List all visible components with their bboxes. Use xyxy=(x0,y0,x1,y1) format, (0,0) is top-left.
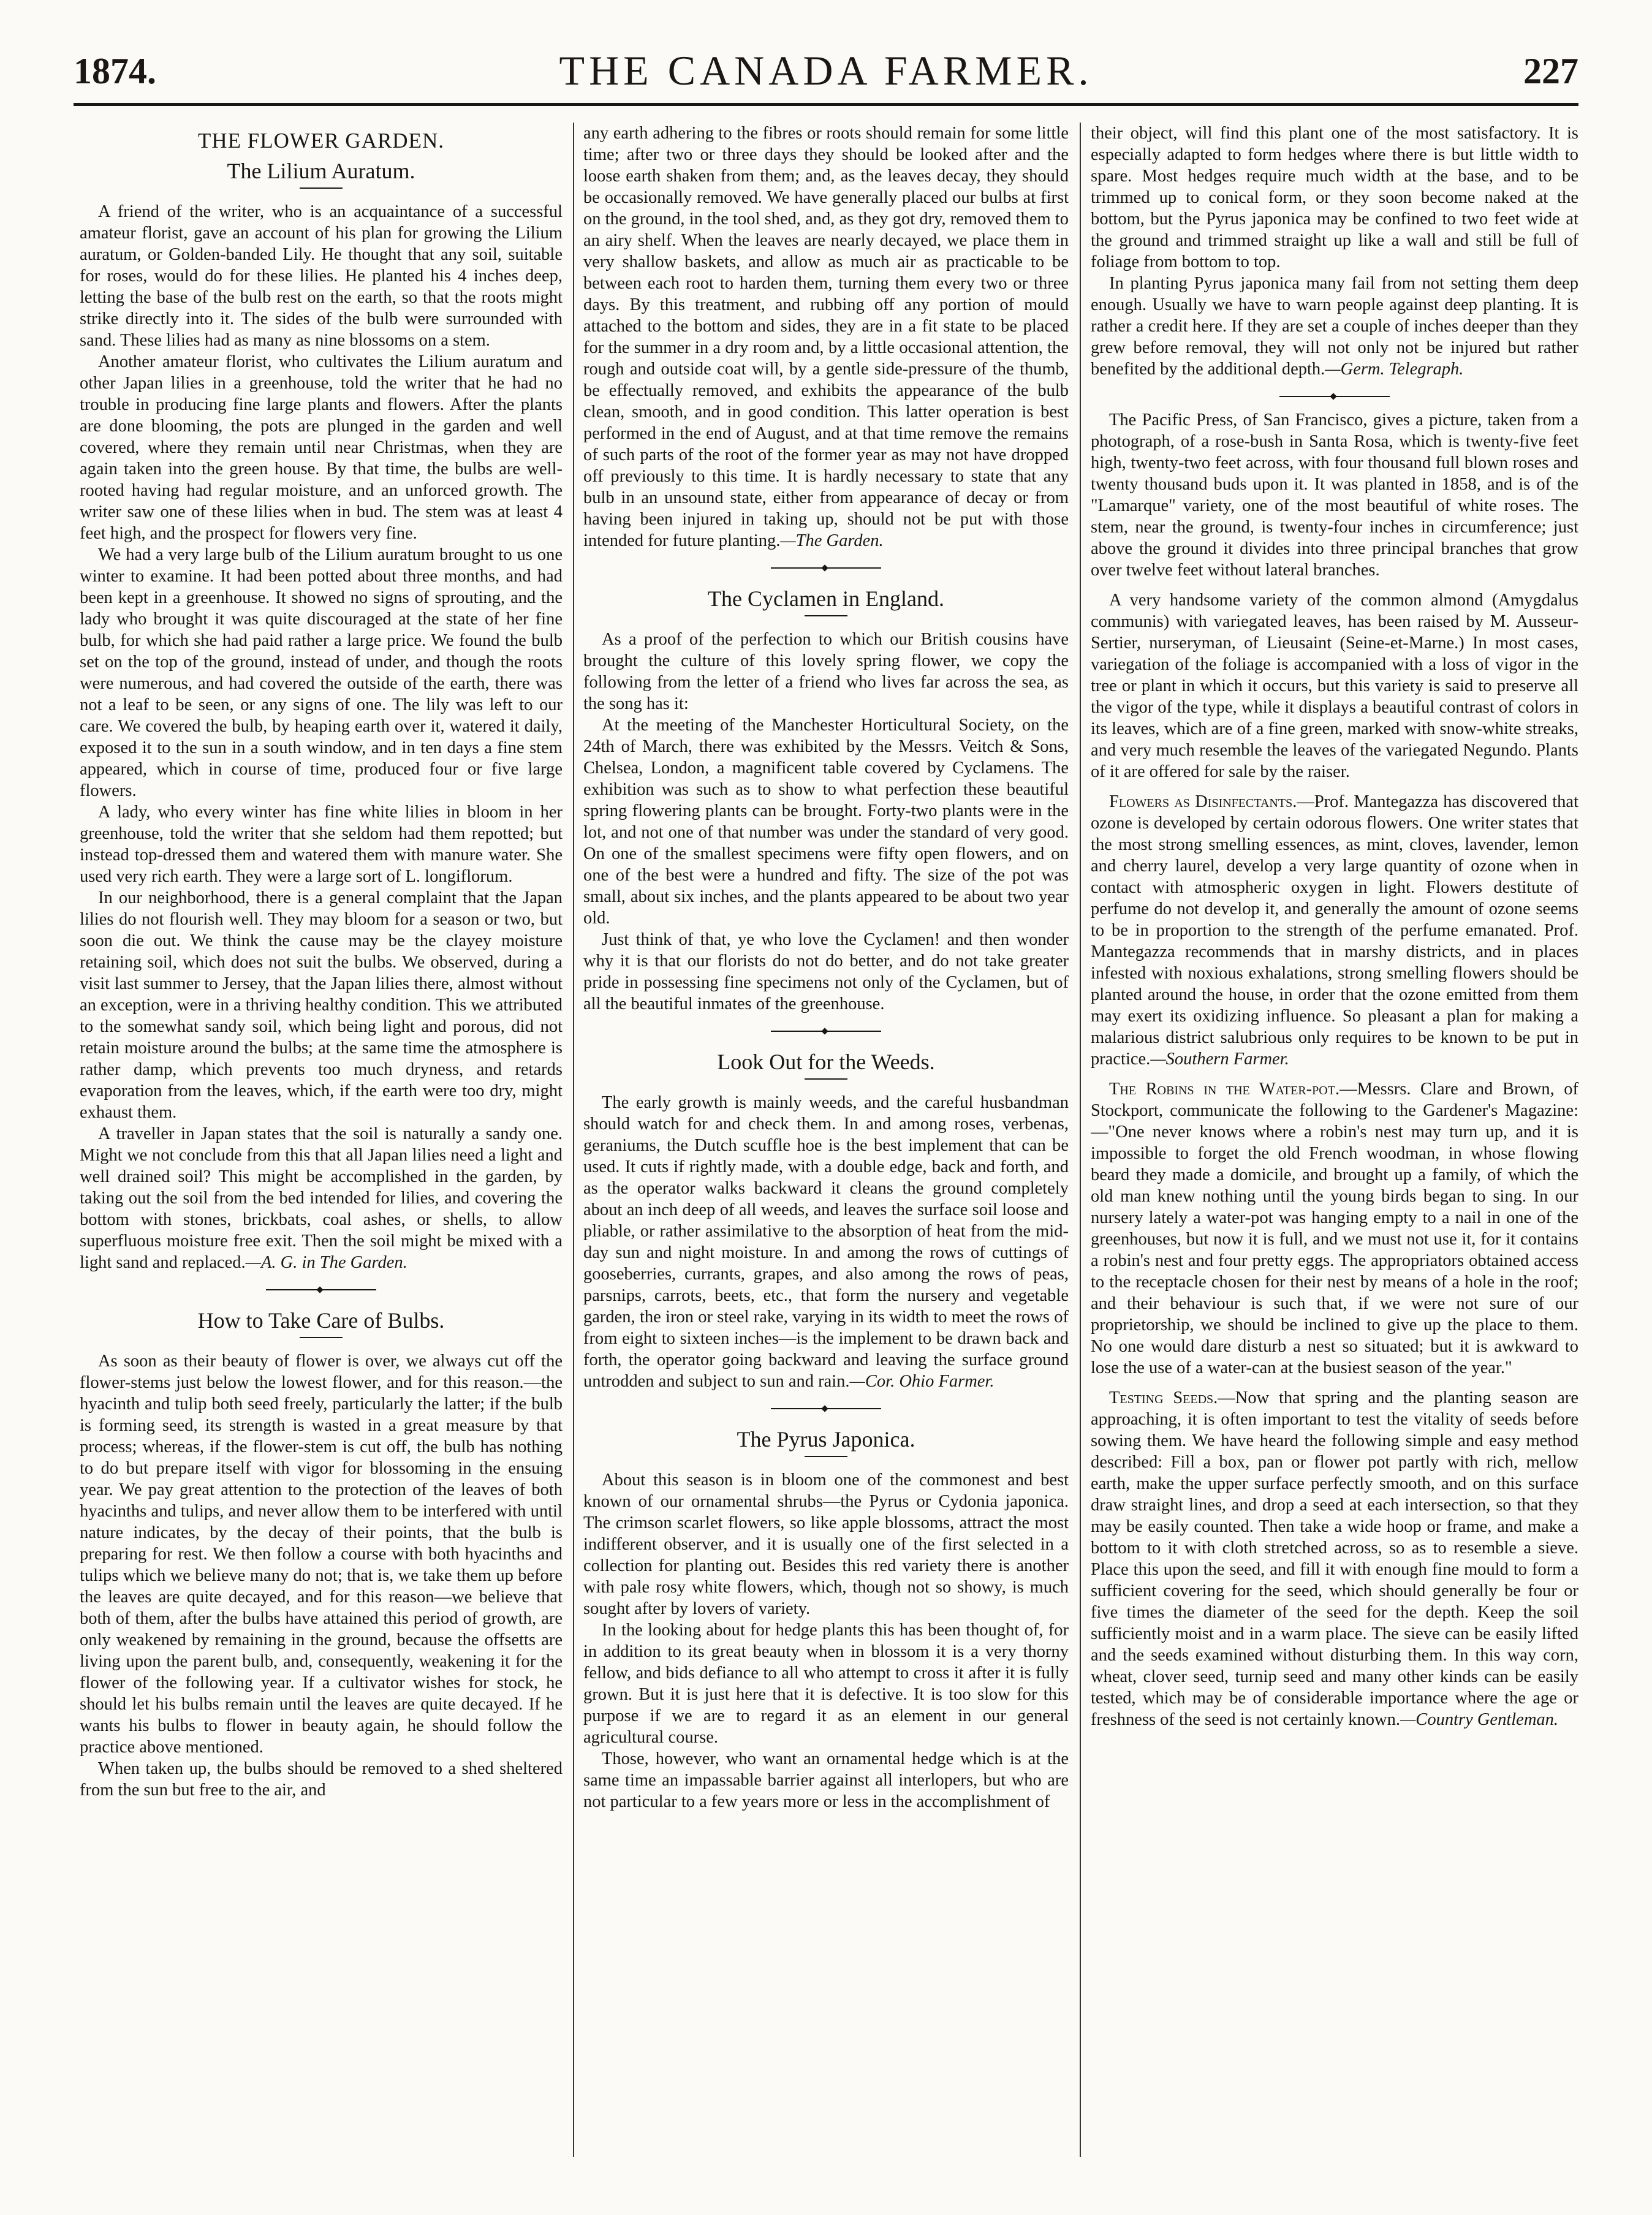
news-item-almond: A very handsome variety of the common almond (Amygdalus communis) with variegated leaves, has been raised by M. Ausseur-Sertier, nurseryman, of Lieusaint (Seine-et-Marne.) In most cases, variegation of the foliage is accompanied with a loss of vigor in the tree or plant in which it occurs, but this variety is said to preserve all the vigor of the type, while it displays a beautiful contrast of colors in its leaves, which are of a fine green, marked with snow-white streaks, and very much resemble the leaves of the variegated Negundo. Plants of it are offered for sale by the raiser. xyxy=(1091,591,1578,781)
news-item-seeds xyxy=(1091,1387,1578,1730)
article-paragraph: their object, will find this plant one of the most satisfactory. It is especially adapted to form hedges where there is but little width to spare. Most hedges require much width at the base, and to be trimmed up to conical form, or they soon become naked at the bottom, but the Pyrus japonica may be confined to two feet wide at the ground and trimmed straight up like a wall and still be full of foliage from bottom to top. xyxy=(1091,124,1578,271)
item-body: —Messrs. Clare and Brown, of Stockport, communicate the following to the Gardener's Magazine:—"One never knows where a robin's nest may turn up, and it is impossible to forget the old French woodman, in whose flowing beard they made a domicile, and brought up a family, of which the old man knew nothing until the young birds began to sing. In our nursery lately a water-pot was hanging empty to a nail in one of the greenhouses, but now it is full, and we must not use it, for it contains a robin's nest and four pretty eggs. The appropriators obtained access to the receptacle chosen for their nest by means of a hole in the roof; and their behaviour is such that, if we were not sure of our proprietorship, we should be inclined to give up the place to them. No one would dare disturb a nest so situated; but it is awkward to lose the use of a water-can at the busiest season of the year." xyxy=(1091,1080,1578,1377)
item-spacer xyxy=(1091,1070,1578,1078)
article-credit: —Southern Farmer. xyxy=(1150,1050,1289,1069)
article-credit: —Country Gentleman. xyxy=(1400,1710,1559,1729)
newspaper-title: THE CANADA FARMER. xyxy=(559,47,1093,94)
article-title-weeds: Look Out for the Weeds. xyxy=(717,1050,935,1074)
article-paragraph: Those, however, who want an ornamental hedge which is at the same time an impassable barrier against all interlopers, but who are not particular to a few years more or less in the accomplishment of xyxy=(583,1749,1069,1811)
title-rule xyxy=(805,1456,847,1457)
title-rule xyxy=(300,187,343,189)
column-divider xyxy=(1080,123,1081,2157)
article-paragraph: When taken up, the bulbs should be removed to a shed sheltered from the sun but free to the air, and xyxy=(80,1759,563,1800)
article-paragraph: Just think of that, ye who love the Cyclamen! and then wonder why it is that our florists do not do better, and do not take greater pride in possessing fine specimens not only of the Cyclamen, but of all the beautiful inmates of the greenhouse. xyxy=(583,930,1069,1013)
article-paragraph: As a proof of the perfection to which our British cousins have brought the culture of this lovely spring flower, we copy the following from the letter of a friend who lives far across the sea, as the song has it: xyxy=(583,630,1069,713)
item-lead: Testing Seeds. xyxy=(1109,1388,1218,1407)
title-rule xyxy=(300,1337,343,1338)
article-credit: —Cor. Ohio Farmer. xyxy=(849,1372,995,1391)
column-divider xyxy=(573,123,574,2157)
news-item-rose-bush: The Pacific Press, of San Francisco, gives a picture, taken from a photograph, of a rose-bush in Santa Rosa, which is twenty-five feet high, twenty-two feet across, with four thousand full blown roses and twenty thousand buds upon it. It was planted in 1858, and is of the "Lamarque" variety, one of the most beautiful of white roses. The stem, near the ground, is twenty-four inches in circumference; just above the ground it divides into three principal branches that grow over twelve feet without lateral branches. xyxy=(1091,411,1578,580)
article-paragraph xyxy=(80,1123,563,1273)
article-paragraph: As soon as their beauty of flower is over, we always cut off the flower-stems just below the lowest flower, and for this reason.—the hyacinth and tulip both seed freely, particularly the latter; if the bulb is forming seed, its strength is wasted in a great measure by that process; whereas, if the flower-stem is cut off, the bulb has nothing to do but prepare itself with vigor for blossoming in the ensuing year. We pay great attention to the protection of the leaves of both hyacinths and tulips, and never allow them to be interfered with until nature indicates, by the decay of their points, that the bulb is preparing for rest. We then follow a course with both hyacinths and tulips which we believe many do not; that is, we take them up before the leaves are quite decayed, and for this reason—we believe that both of them, after the bulbs have attained this period of growth, are only weakened by remaining in the ground, because the offsetts are living upon the parent bulb, and, consequently, weakening it for the flower of the following year. If a cultivator wishes for stock, he should let his bulbs remain until the leaves are quite decayed. If he wants his bulbs to flower in beauty again, he should follow the practice above mentioned. xyxy=(80,1352,563,1757)
title-rule xyxy=(805,615,847,616)
article-paragraph xyxy=(583,1092,1069,1392)
paragraph-text: any earth adhering to the fibres or roots should remain for some little time; after two or three days they should be looked after and the loose earth shaken from them; and, as the leaves decay, they should be occasionally removed. We have generally placed our bulbs at first on the ground, in the tool shed, and, as they got dry, removed them to an airy shelf. When the leaves are nearly decayed, we place them in very shallow baskets, and allow as much air as practicable to be between each root to harden them, turning them every two or three days. By this treatment, and rubbing off any portion of mould attached to the bottom and sides, they are in a fit state to be placed for the summer in a dry room and, by a little occasional attention, the rough and outside coat will, by a gentle side-pressure of the thumb, be effectually removed, and exhibits the appearance of the bulb clean, smooth, and in good condition. This latter operation is best performed in the end of August, and at that time remove the remains of such parts of the root of the former year as may not have dropped off previously to this time. It is hardly necessary to state that any bulb in an unsound state, either from appearance of decay or from having been injured in taking up, should not be put with those intended for future planting. xyxy=(583,124,1069,550)
section-separator xyxy=(1279,396,1390,401)
article-paragraph xyxy=(1091,273,1578,380)
article-paragraph: Another amateur florist, who cultivates the Lilium auratum and other Japan lilies in a greenhouse, told the writer that he had no trouble in producing fine large plants and flowers. After the plants are done blooming, the pots are plunged in the garden and well covered, where they remain until near Christmas, when they are again taken into the green house. By that time, the bulbs are well-rooted having had regular moisture, and an unforced growth. The writer saw one of these lilies when in bud. The stem was at least 4 feet high, and the prospect for flowers very fine. xyxy=(80,352,563,543)
section-separator xyxy=(771,1031,881,1036)
paragraph-text: A traveller in Japan states that the soil is naturally a sandy one. Might we not conclude from this that all Japan lilies need a light and well drained soil? This might be accomplished in the garden, by taking out the soil from the bed intended for lilies, and covering the bottom with stones, brickbats, coal ashes, or shells, to allow superfluous moisture free exit. Then the soil might be mixed with a light sand and replaced. xyxy=(80,1124,563,1272)
column-middle xyxy=(583,123,1069,2163)
article-paragraph: At the meeting of the Manchester Horticultural Society, on the 24th of March, there was exhibited by the Messrs. Veitch & Sons, Chelsea, London, a magnificent table covered by Cyclamens. The exhibition was such as to show to what perfection these beautiful spring flowering plants can be brought. Forty-two plants were in the lot, and not one of that number was under the standard of very good. On one of the smallest specimens were fifty open flowers, and on one of the best were a hundred and fifty. The size of the pot was small, about six inches, and the plants appeared to be about two year old. xyxy=(583,716,1069,928)
item-body: —Now that spring and the planting season are approaching, it is often important to test the vitality of seeds before sowing them. We have heard the following simple and easy method described: Fill a box, pan or flower pot partly with rich, mellow earth, make the upper surface perfectly smooth, and on this surface draw straight lines, and drop a seed at each intersection, so that they may be easily counted. Then take a wide hoop or frame, and make a bottom to it with cloth stretched across, so as to resemble a sieve. Place this upon the seed, and fill it with enough fine mould to form a sufficient covering for the seed, which should generally be four or five times the diameter of the seed for the depth. Keep the soil sufficiently moist and in a warm place. The sieve can be easily lifted and the seeds examined without disturbing them. In this way corn, wheat, clover seed, turnip seed and many other kinds can be easily tested, which may be of considerable importance where the age or freshness of the seed is not certainly known. xyxy=(1091,1388,1578,1729)
article-paragraph: In our neighborhood, there is a general complaint that the Japan lilies do not flourish well. They may bloom for a season or two, but soon die out. We think the cause may be the clayey moisture retaining soil, which does not suit the bulbs. We observed, during a visit last summer to Jersey, that the Japan lilies there, almost without an exception, were in a thriving healthy condition. This we attributed to the somewhat sandy soil, which being light and porous, did not retain moisture around the bulbs; at the same time the atmosphere is rather damp, which prevents too much dryness, and retards evaporation from the leaves, which, if the earth were too dry, might exhaust them. xyxy=(80,888,563,1122)
column-left xyxy=(80,123,563,2163)
article-credit: —Germ. Telegraph. xyxy=(1325,360,1464,379)
section-separator xyxy=(771,567,881,572)
item-lead: The Robins in the Water-pot. xyxy=(1109,1080,1340,1099)
article-paragraph: In the looking about for hedge plants this has been thought of, for in addition to its great beauty when in blossom it is a very thorny fellow, and bids defiance to all who attempt to cross it after it is fully grown. But it is just here that it is defective. It is too slow for this purpose if we are to regard it as an element in our general agricultural course. xyxy=(583,1621,1069,1747)
section-title: THE FLOWER GARDEN. xyxy=(198,129,444,153)
paragraph-text: In planting Pyrus japonica many fail from not setting them deep enough. Usually we have to warn people against deep planting. It is rather a credit here. If they are set a couple of inches deeper than they grew before removal, they will not only not be injured but rather benefited by the additional depth. xyxy=(1091,274,1578,379)
article-title-bulbs: How to Take Care of Bulbs. xyxy=(197,1308,445,1333)
article-paragraph xyxy=(583,123,1069,551)
article-paragraph: A lady, who every winter has fine white lilies in bloom in her greenhouse, told the writer that she seldom had them repotted; but instead top-dressed them and watered them with manure water. She used very rich earth. They were a large sort of L. longiflorum. xyxy=(80,803,563,886)
article-title-lilium: The Lilium Auratum. xyxy=(227,159,415,183)
header-year: 1874. xyxy=(74,51,156,91)
news-item-robins xyxy=(1091,1078,1578,1379)
article-paragraph: About this season is in bloom one of the commonest and best known of our ornamental shrubs—the Pyrus or Cydonia japonica. The crimson scarlet flowers, so like apple blossoms, attract the most indifferent observer, and it is usually one of the first selected in a collection for planting out. Besides this red variety there is another with pale rosy white flowers, which, though not so showy, is much sought after by lovers of variety. xyxy=(583,1471,1069,1618)
page-number: 227 xyxy=(1523,51,1578,91)
article-paragraph: We had a very large bulb of the Lilium auratum brought to us one winter to examine. It had been potted about three months, and had been kept in a greenhouse. It showed no signs of sprouting, and the lady who brought it was quite discouraged at the state of her fine bulb, for which she had paid rather a large price. We found the bulb set on the top of the ground, instead of under, and though the roots were numerous, and had covered the outside of the earth, there was not a leaf to be seen, or any signs of one. The lily was left to our care. We covered the bulb, by heaping earth over it, watered it daily, exposed it to the sun in a south window, and in ten days a fine stem appeared, which in course of time, produced four or five large flowers. xyxy=(80,545,563,800)
article-title-cyclamen: The Cyclamen in England. xyxy=(708,586,944,611)
header-rule xyxy=(74,103,1578,106)
title-rule xyxy=(805,1078,847,1080)
item-spacer xyxy=(1091,782,1578,791)
column-right xyxy=(1091,123,1578,2163)
article-title-pyrus: The Pyrus Japonica. xyxy=(737,1427,915,1452)
item-spacer xyxy=(1091,581,1578,589)
news-item-disinfectants xyxy=(1091,791,1578,1070)
section-separator xyxy=(771,1408,881,1413)
article-credit: —The Garden. xyxy=(780,531,884,550)
page-header xyxy=(74,37,1578,104)
paragraph-text: The early growth is mainly weeds, and the careful husbandman should watch for and check them. In and among roses, verbenas, geraniums, the Dutch scuffle hoe is the best implement that can be used. It cuts if rightly made, with a double edge, back and forth, and as the operator walks backward it cleans the ground completely about an inch deep of all weeds, and leaves the surface soil loose and pliable, or rather assimilative to the absorption of heat from the mid-day sun and night moisture. In and among the rows of cuttings of gooseberries, currants, grapes, and also among the rows of peas, parsnips, carrots, beets, etc., that form the nursery and vegetable garden, the iron or steel rake, varying in its width to meet the rows of from eight to sixteen inches—is the implement to be drawn back and forth, the operator going backward and leaving the surface ground untrodden and subject to sun and rain. xyxy=(583,1093,1069,1391)
item-body: —Prof. Mantegazza has discovered that ozone is developed by certain odorous flowers. One writer states that the most strong smelling essences, as mint, cloves, lavender, lemon and cherry laurel, develop a very large quantity of ozone when in contact with atmospheric oxygen in light. Flowers destitute of perfume do not develop it, and generally the amount of ozone seems to be in proportion to the strength of the perfume emanated. Prof. Mantegazza recommends that in marshy districts, and in places infested with noxious exhalations, strong smelling flowers should be planted around the house, in order that the ozone emitted from them may exert its oxidizing influence. So pleasant a plan for making a malarious district salubrious only requires to be known to be put in practice. xyxy=(1091,792,1578,1069)
item-spacer xyxy=(1091,1379,1578,1387)
item-lead: Flowers as Disinfectants. xyxy=(1109,792,1297,811)
article-credit: —A. G. in The Garden. xyxy=(245,1253,407,1272)
article-paragraph: A friend of the writer, who is an acquaintance of a successful amateur florist, gave an account of his plan for growing the Lilium auratum, or Golden-banded Lily. He thought that any soil, suitable for roses, would do for these lilies. He planted his 4 inches deep, letting the base of the bulb rest on the earth, so that the roots might strike directly into it. The sides of the bulb were surrounded with sand. These lilies had as many as nine blossoms on a stem. xyxy=(80,202,563,350)
section-separator xyxy=(266,1289,376,1294)
